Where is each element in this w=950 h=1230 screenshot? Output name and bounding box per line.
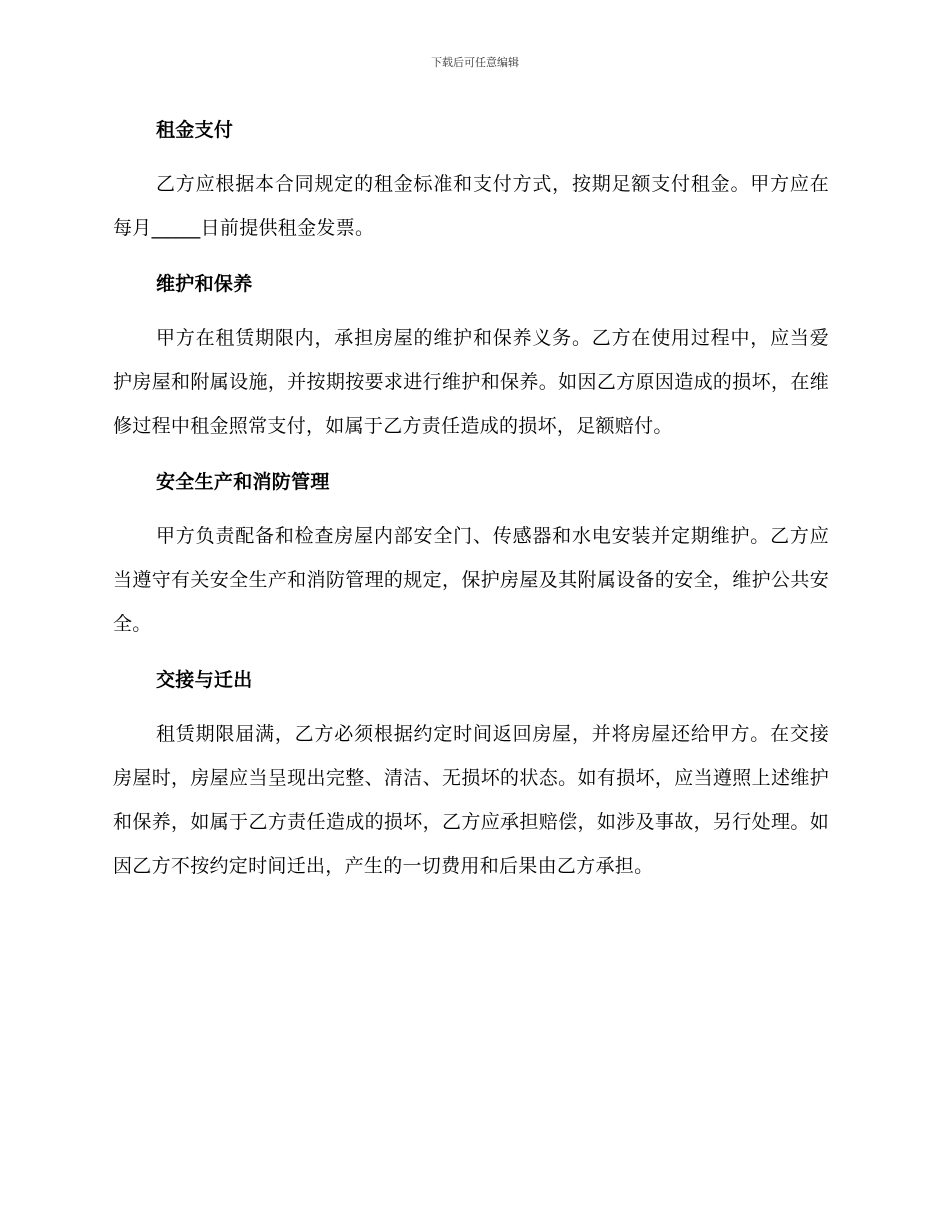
section-heading: 交接与迁出: [156, 669, 253, 691]
section-maintenance: [113, 262, 829, 448]
section-heading: 租金支付: [156, 119, 234, 141]
document-body: [113, 108, 829, 888]
section-heading: 维护和保养: [156, 273, 253, 295]
page-header-note: 下载后可任意编辑: [431, 56, 519, 69]
section-handover-moveout: [113, 658, 829, 888]
section-rent-payment: [113, 108, 829, 250]
section-safety-fire: [113, 460, 829, 646]
section-heading: 安全生产和消防管理: [156, 471, 330, 493]
section-paragraph: 乙方应根据本合同规定的租金标准和支付方式，按期足额支付租金。甲方应在每月_____日前提供租金发票。: [113, 173, 829, 239]
section-paragraph: 甲方在租赁期限内，承担房屋的维护和保养义务。乙方在使用过程中，应当爱护房屋和附属设施，并按期按要求进行维护和保养。如因乙方原因造成的损坏，在维修过程中租金照常支付，如属于乙方责任造成的损坏，足额赔付。: [113, 327, 829, 437]
section-paragraph: 租赁期限届满，乙方必须根据约定时间返回房屋，并将房屋还给甲方。在交接房屋时，房屋应当呈现出完整、清洁、无损坏的状态。如有损坏，应当遵照上述维护和保养，如属于乙方责任造成的损坏，乙方应承担赔偿，如涉及事故，另行处理。如因乙方不按约定时间迁出，产生的一切费用和后果由乙方承担。: [113, 723, 829, 877]
section-paragraph: 甲方负责配备和检查房屋内部安全门、传感器和水电安装并定期维护。乙方应当遵守有关安全生产和消防管理的规定，保护房屋及其附属设备的安全，维护公共安全。: [113, 525, 829, 635]
